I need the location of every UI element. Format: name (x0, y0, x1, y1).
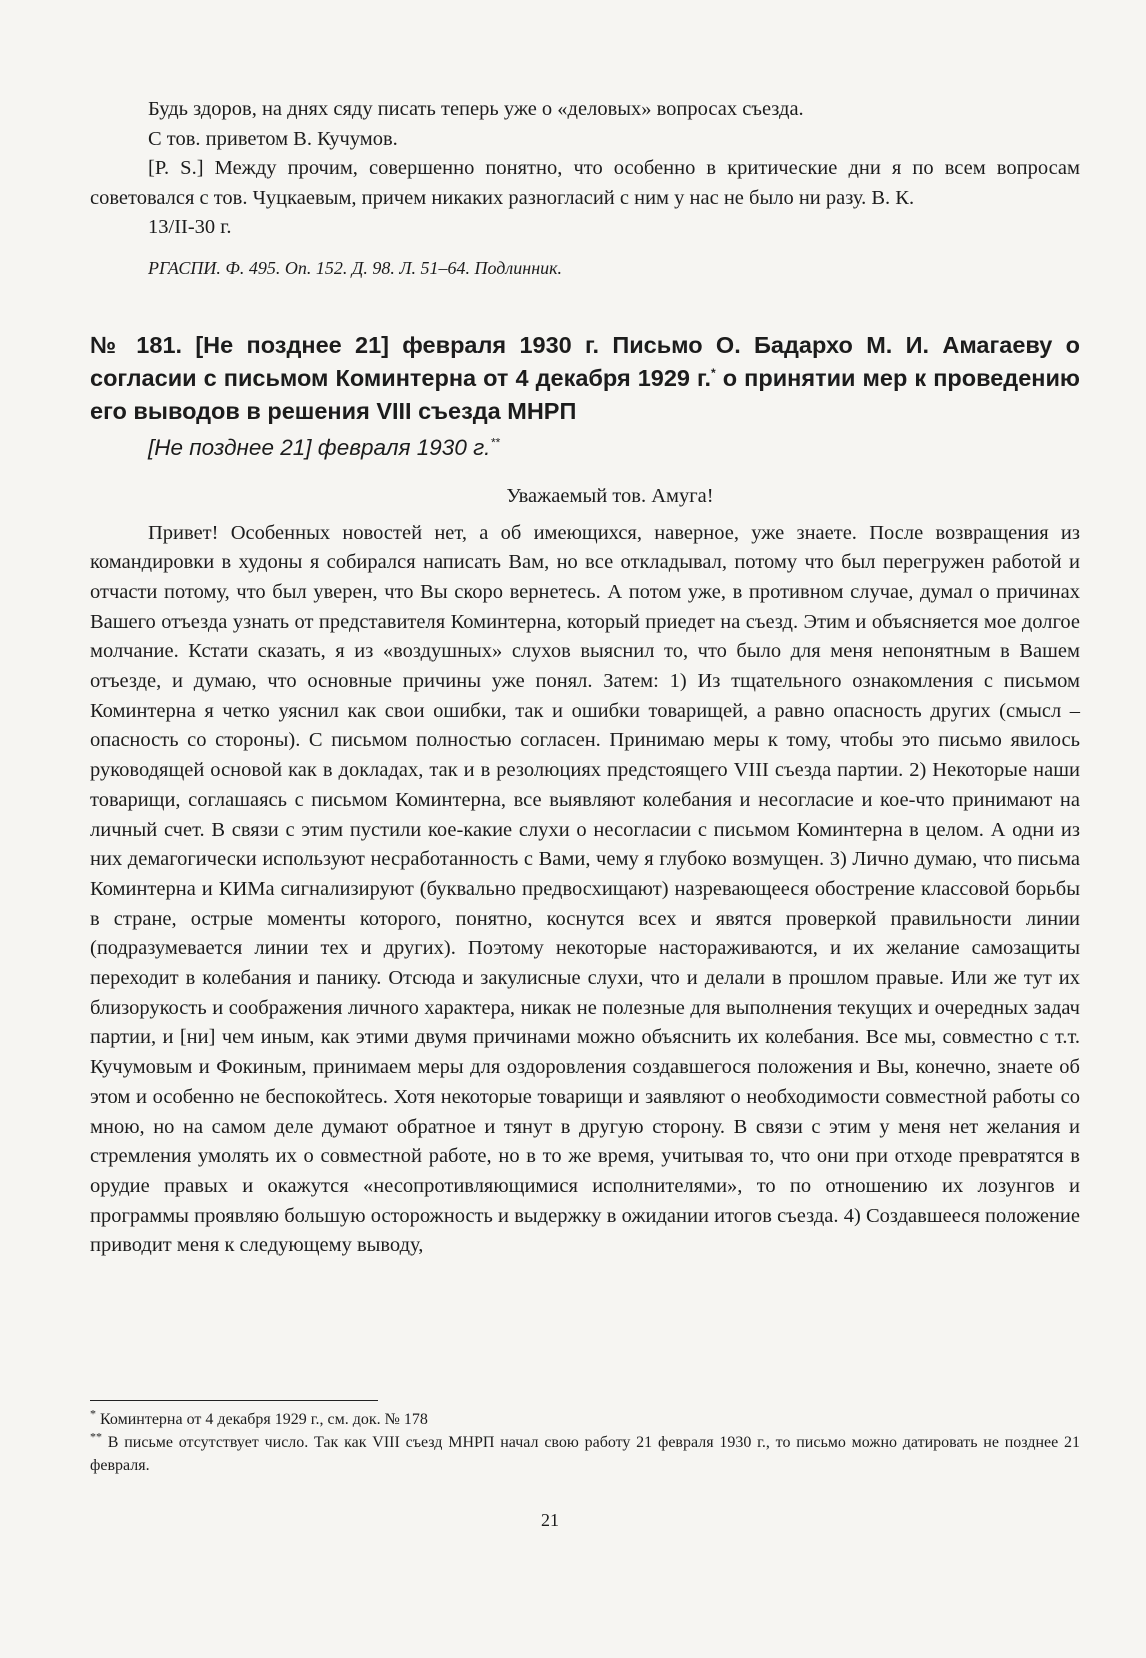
postscript: [P. S.] Между прочим, совершенно понятно, что особенно в критические дни я по всем вопросам советовался с тов. Чуцкаевым, причем никаких разногласий с ним у нас не было ни разу. В. К. (90, 157, 1080, 209)
page-number: 21 (541, 1510, 559, 1530)
document-date-text: [Не позднее 21] февраля 1930 г. (148, 434, 491, 460)
footnote-marker-2: ** (490, 435, 500, 449)
document-date (90, 432, 1080, 464)
signature-line: С тов. приветом В. Кучумов. (148, 127, 398, 150)
document-heading (90, 329, 1080, 428)
footnote-1 (90, 1408, 1080, 1431)
footnote-divider (90, 1400, 378, 1401)
footnote-2-text: В письме отсутствует число. Так как VIII съезд МНРП начал свою работу 21 февраля 1930 г., то письмо можно датировать не позднее 21 февраля. (90, 1434, 1080, 1474)
footnote-marker-1: * (711, 365, 716, 380)
heading-text-part2: о принятии мер к проведению его выводов в решения VIII съезда МНРП (90, 364, 1080, 424)
letter-body: Привет! Особенных новостей нет, а об имеющихся, наверное, уже знаете. После возвращения из командировки в худоны я собирался написать Вам, но все откладывал, потому что был перегружен работой и отчасти потому, что был уверен, что Вы скоро вернетесь. А потом уже, в противном случае, думал о причинах Вашего отъезда узнать от представителя Коминтерна, который приедет на съезд. Этим и объясняется мое долгое молчание. Кстати сказать, я из «воздушных» слухов выяснил то, что было для меня непонятным в Вашем отъезде, и думаю, что основные причины уже понял. Затем: 1) Из тщательного ознакомления с письмом Коминтерна я четко уяснил как свои ошибки, так и ошибки товарищей, а равно опасность других (смысл – опасность со стороны). С письмом полностью согласен. Принимаю меры к тому, чтобы это письмо явилось руководящей основой как в докладах, так и в резолюциях предстоящего VIII съезда партии. 2) Некоторые наши товарищи, соглашаясь с письмом Коминтерна, все выявляют колебания и несогласие и кое-что принимают на личный счет. В связи с этим пустили кое-какие слухи о несогласии с письмом Коминтерна в целом. А одни из них демагогически используют несработанность с Вами, чему я глубоко возмущен. 3) Лично думаю, что письма Коминтерна и КИМа сигнализируют (буквально предвосхищают) назревающееся обострение классовой борьбы в стране, острые моменты которого, понятно, коснутся всех и явятся проверкой правильности линии (подразумевается линии тех и других). Поэтому некоторые настораживаются, и их желание самозащиты переходит в колебания и панику. Отсюда и закулисные слухи, что и делали в прошлом правые. Или же тут их близорукость и соображения личного характера, никак не полезные для выполнения текущих и очередных задач партии, и [ни] чем иным, как этими двумя причинами можно объяснить их колебания. Все мы, совместно с т.т. Кучумовым и Фокиным, принимаем меры для оздоровления создавшегося положения и Вы, конечно, знаете об этом и особенно не беспокойтесь. Хотя некоторые товарищи и заявляют о необходимости совместной работы со мною, но на самом деле думают обратное и тянут в другую сторону. В связи с этим у меня нет желания и стремления умолять их о совместной работе, но в то же время, учитывая то, что они при отходе превратятся в орудие правых и окажутся «несопротивляющимися исполнителями», то по отношению их лозунгов и программы проявляю большую осторожность и выдержку в ожидании итогов съезда. 4) Создавшееся положение приводит меня к следующему выводу, (90, 521, 1080, 1257)
footnote-1-text: Коминтерна от 4 декабря 1929 г., см. док. № 178 (96, 1411, 428, 1428)
archive-reference: РГАСПИ. Ф. 495. Оп. 152. Д. 98. Л. 51–64. Подлинник. (148, 257, 563, 278)
salutation: Уважаемый тов. Амуга! (506, 484, 714, 507)
previous-letter-ending (90, 95, 1080, 281)
page-content (90, 95, 1080, 1261)
footnote-1-mark: * (90, 1406, 96, 1421)
heading-text-part1: № 181. [Не позднее 21] февраля 1930 г. Письмо О. Бадархо М. И. Амагаеву о согласии с письмом Коминтерна от 4 декабря 1929 г. (90, 331, 1080, 391)
closing-line: Будь здоров, на днях сяду писать теперь уже о «деловых» вопросах съезда. (148, 98, 804, 120)
footnote-2-mark: ** (90, 1429, 102, 1444)
footnotes (90, 1408, 1080, 1477)
footnote-2 (90, 1431, 1080, 1477)
letter-date: 13/II-30 г. (148, 216, 232, 238)
